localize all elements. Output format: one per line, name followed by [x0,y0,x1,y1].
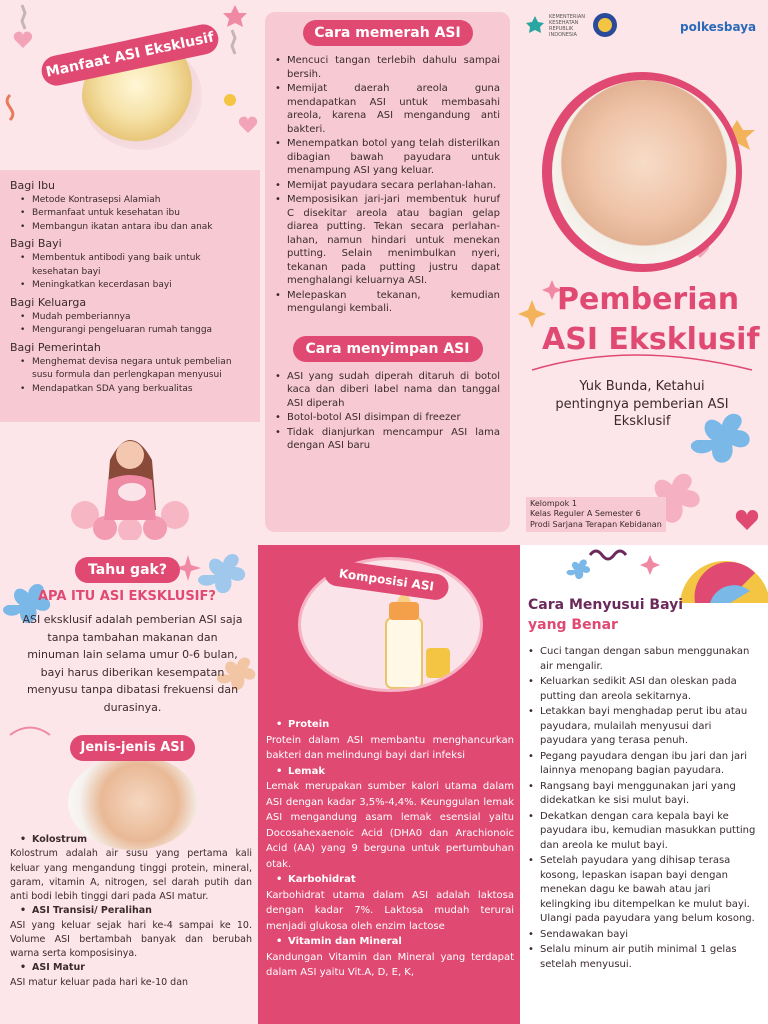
seal-logo [592,12,618,40]
menyusui-title-line2: yang Benar [528,617,618,633]
group-title: Bagi Bayi [10,237,62,251]
list-item: • Membangun ikatan antara ibu dan anak [20,221,250,235]
list-item: • Mencuci tangan terlebih dahulu sampai bersih. [275,54,500,81]
list-item: • Dekatkan dengan cara kepala bayi ke payudara ibu, kemudian masukkan putting dan areola ke mulut bayi. [528,810,760,854]
jenis-desc: ASI matur keluar pada hari ke-10 dan [10,976,189,988]
list-item: • Rangsang bayi menggunakan jari yang didekatkan ke sisi mulut bayi. [528,780,760,809]
komposisi-term: • Karbohidrat [266,872,514,888]
polkesbaya-logo: polkesbaya [680,20,757,34]
list-item: • Memijat payudara secara perlahan-lahan. [275,179,500,193]
menyusui-list [528,645,760,973]
komposisi-term: • Vitamin dan Mineral [266,934,514,950]
kemenkes-logo [524,14,594,38]
list-item: • Metode Kontrasepsi Alamiah [20,194,250,208]
memerah-title: Cara memerah ASI [303,20,473,46]
komposisi-desc: Lemak merupakan sumber kalori utama dalam ASI dengan kadar 3,5%-4,4%. Keunggulan lemak ASI mengandung asam lemak esensial yaitu Docosahexaenoic Acid (DHA0 dan Arachionoic Acid (AA) yang 9 berguna untuk pertumbuhan otak. [266,781,514,870]
jenis-term: • ASI Transisi/ Peralihan [10,904,252,918]
decor-shapes [520,545,768,605]
list-item: • Menghemat devisa negara untuk pembelian susu formula dan perlengkapan menyusui [20,356,250,383]
list-item: • Memijat daerah areola guna mendapatkan ASI untuk membasahi areola, karena ASI mengandung anti bakteri. [275,82,500,136]
photo-frame [542,72,742,272]
group-bayi [10,236,250,292]
list-item: • ASI yang sudah diperah ditaruh di botol kaca dan diberi label nama dan tanggal ASI diperah [275,370,500,411]
panel-manfaat [0,0,260,545]
group-title: Bagi Keluarga [10,295,87,309]
list-item: • Bermanfaat untuk kesehatan ibu [20,207,250,221]
group-pemerintah [10,340,250,396]
mother-baby-illustration [60,420,200,540]
group-title: Bagi Pemerintah [10,340,101,354]
cover-title-line2: ASI Eksklusif [542,322,760,357]
panel-memerah-menyimpan [265,12,510,532]
list-item: • Pegang payudara dengan ibu jari dan jari lainnya menopang bagian payudara. [528,750,760,779]
list-item: • Menempatkan botol yang telah disterilkan dibagian bawah payudara untuk menampung ASI yang keluar. [275,137,500,178]
group-keluarga [10,295,250,338]
group-line: Kelas Reguler A Semester 6 [530,509,641,519]
list-item: • Melepaskan tekanan, kemudian mengulangi kembali. [275,289,500,316]
group-title: Bagi Ibu [10,179,56,192]
breastfeeding-photo [552,80,736,264]
komposisi-term: • Protein [266,717,514,733]
kemenkes-text: KEMENTERIAN KESEHATAN REPUBLIK INDONESIA [549,14,585,38]
list-item: • Sendawakan bayi [528,928,760,943]
komposisi-desc: Kandungan Vitamin dan Mineral yang terdapat dalam ASI yaitu Vit.A, D, E, K, [266,951,514,978]
panel-komposisi [258,545,520,1024]
group-info [526,497,666,532]
cover-title-line1: Pemberian [557,282,740,317]
komposisi-title: Komposisi ASI [323,558,450,601]
list-item: • Botol-botol ASI disimpan di freezer [275,411,500,425]
menyimpan-title: Cara menyimpan ASI [293,336,483,362]
list-item: • Mudah pemberiannya [20,311,250,325]
list-item: • Tidak dianjurkan mencampur ASI lama dengan ASI baru [275,426,500,453]
list-item: • Selalu minum air putih minimal 1 gelas setelah menyusui. [528,943,760,972]
jenis-list [10,833,252,990]
menyimpan-list [275,370,500,453]
jenis-desc: ASI yang keluar sejak hari ke-4 sampai ke 10. Volume ASI bertambah banyak dan berubah warna serta komposisinya. [10,919,252,959]
list-item: • Meningkatkan kecerdasan bayi [20,279,250,293]
komposisi-list [266,717,514,981]
manfaat-title: Manfaat ASI Eksklusif [39,22,221,89]
list-item: • Membentuk antibodi yang baik untuk kesehatan bayi [20,252,250,279]
list-item: • Setelah payudara yang dihisap terasa kosong, lepaskan isapan bayi dengan menekan dagu ke bawah atau jari kelingking ibu ditempelkan ke mulut bayi. Ulangi pada payudara yang belum kosong. [528,854,760,927]
list-item: • Cuci tangan dengan sabun menggunakan air mengalir. [528,645,760,674]
panel-tahu-jenis [0,545,258,1024]
group-ibu [10,178,250,234]
jenis-term: • Kolostrum [10,833,252,847]
kemenkes-icon [524,14,546,36]
komposisi-term: • Lemak [266,764,514,780]
manfaat-box [0,170,260,422]
list-item: • Mendapatkan SDA yang berkualitas [20,383,250,397]
jenis-title: Jenis-jenis ASI [70,735,195,761]
jenis-term: • ASI Matur [10,961,252,975]
apa-itu-heading: APA ITU ASI EKSKLUSIF? [38,589,216,604]
seal-icon [592,12,618,38]
panel-menyusui [520,545,768,1024]
cover-subtitle: Yuk Bunda, Ketahui pentingnya pemberian ASI Eksklusif [555,379,729,430]
jenis-desc: Kolostrum adalah air susu yang pertama kali keluar yang mengandung tinggi protein, mineral, garam, vitamin A, nitrogen, sel darah putih dan anti bodi lebih tinggi dari pada ASI matur. [10,848,252,902]
tahu-banner: Tahu gak? [75,557,180,583]
list-item: • Mengurangi pengeluaran rumah tangga [20,324,250,338]
menyusui-title-line1: Cara Menyusui Bayi [528,597,684,613]
asi-definition: ASI eksklusif adalah pemberian ASI saja tanpa tambahan makanan dan minuman lain selama umur 0-6 bulan, bayi harus diberikan kesempatan menyusu tanpa dibatasi frekuensi dan durasinya. [22,613,243,714]
memerah-list [275,54,500,316]
group-line: Kelompok 1 [530,499,577,508]
list-item: • Memposisikan jari-jari membentuk huruf C disekitar areola atau bagian gelap diarea putting. Tekan secara perlahan-lahan, namun hindari untuk menekan putting. Selain menimbulkan nyeri, tekanan pada putting justru dapat menghalangi keluarnya ASI. [275,193,500,288]
list-item: • Keluarkan sedikit ASI dan oleskan pada putting dan areola sekitarnya. [528,675,760,704]
komposisi-desc: Protein dalam ASI membantu menghancurkan bakteri dan melindungi bayi dari infeksi [266,734,514,761]
panel-cover [512,0,768,545]
komposisi-desc: Karbohidrat utama dalam ASI adalah laktosa dengan kadar 7%. Laktosa mudah terurai menjadi glukosa oleh enzim lactose [266,889,514,932]
list-item: • Letakkan bayi menghadap perut ibu atau payudara, mulailah menyusui dari payudara yang terasa penuh. [528,705,760,749]
group-line: Prodi Sarjana Terapan Kebidanan [530,519,662,529]
